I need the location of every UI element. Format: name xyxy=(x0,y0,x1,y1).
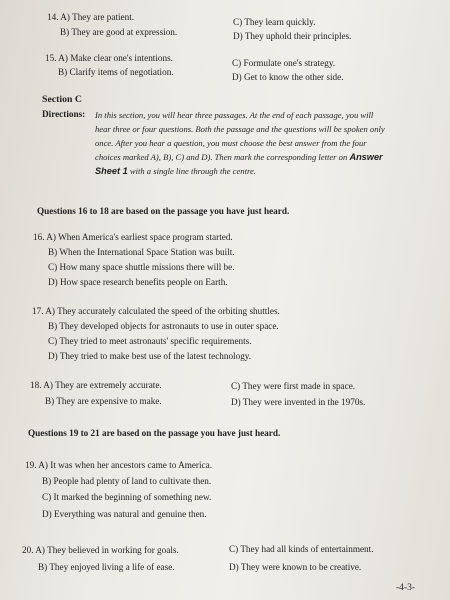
q19-option-a: 19. A) It was when her ancestors came to America. xyxy=(25,460,213,470)
q15-option-c: C) Formulate one's strategy. xyxy=(232,58,336,68)
q19-option-d: D) Everything was natural and genuine then. xyxy=(42,509,207,519)
q18-option-d: D) They were invented in the 1970s. xyxy=(231,397,366,407)
q17-option-d: D) They tried to make best use of the latest technology. xyxy=(48,351,252,361)
q16-option-a: 16. A) When America's earliest space program started. xyxy=(33,232,233,242)
page-number: -4-3- xyxy=(396,583,415,593)
q17-option-b: B) They developed objects for astronauts to use in outer space. xyxy=(48,321,279,331)
q19-option-b: B) People had plenty of land to cultivate then. xyxy=(42,476,212,486)
q20-option-a: 20. A) They believed in working for goals. xyxy=(22,545,179,555)
q14-option-b: B) They are good at expression. xyxy=(60,27,178,37)
directions-line-4 xyxy=(95,150,385,164)
q20-option-c: C) They had all kinds of entertainment. xyxy=(229,544,374,554)
directions-label: Directions: xyxy=(42,109,86,119)
directions-line-5 xyxy=(95,164,385,178)
section-c-title: Section C xyxy=(42,94,83,105)
directions-text xyxy=(95,108,385,178)
q16-option-c: C) How many space shuttle missions there will be. xyxy=(48,262,235,272)
q15-option-a: 15. A) Make clear one's intentions. xyxy=(45,53,173,63)
q14-option-a: 14. A) They are patient. xyxy=(47,12,135,22)
q14-option-d: D) They uphold their principles. xyxy=(233,31,352,41)
q18-option-c: C) They were first made in space. xyxy=(231,381,356,391)
q19-option-c: C) It marked the beginning of something new. xyxy=(42,492,212,502)
q16-option-d: D) How space research benefits people on Earth. xyxy=(48,277,228,287)
directions-line-1: In this section, you will hear three passages. At the end of each passage, you will xyxy=(95,110,374,120)
q16-option-b: B) When the International Space Station was built. xyxy=(48,247,235,257)
answer-sheet-word-1: Answer xyxy=(349,152,383,162)
q17-option-c: C) They tried to meet astronauts' specific requirements. xyxy=(48,336,252,346)
q18-option-b: B) They are expensive to make. xyxy=(45,396,162,406)
q15-option-b: B) Clarify items of negotiation. xyxy=(58,67,174,77)
q15-option-d: D) Get to know the other side. xyxy=(232,72,344,82)
answer-sheet-word-2: Sheet 1 xyxy=(95,166,128,176)
directions-line-2: hear three or four questions. Both the passage and the questions will be spoken only xyxy=(95,124,385,134)
q18-option-a: 18. A) They are extremely accurate. xyxy=(30,380,162,390)
group-heading-16-18: Questions 16 to 18 are based on the passage you have just heard. xyxy=(37,206,290,216)
q14-option-c: C) They learn quickly. xyxy=(233,17,316,27)
q17-option-a: 17. A) They accurately calculated the speed of the orbiting shuttles. xyxy=(32,306,280,316)
directions-line-4-text: choices marked A), B), C) and D). Then mark the corresponding letter on xyxy=(95,152,348,162)
group-heading-19-21: Questions 19 to 21 are based on the passage you have just heard. xyxy=(28,428,281,438)
q20-option-b: B) They enjoyed living a life of ease. xyxy=(38,562,175,572)
q20-option-d: D) They were known to be creative. xyxy=(229,562,362,572)
directions-line-3: once. After you hear a question, you must choose the best answer from the four xyxy=(95,138,367,148)
directions-line-5-text: with a single line through the centre. xyxy=(129,166,256,176)
